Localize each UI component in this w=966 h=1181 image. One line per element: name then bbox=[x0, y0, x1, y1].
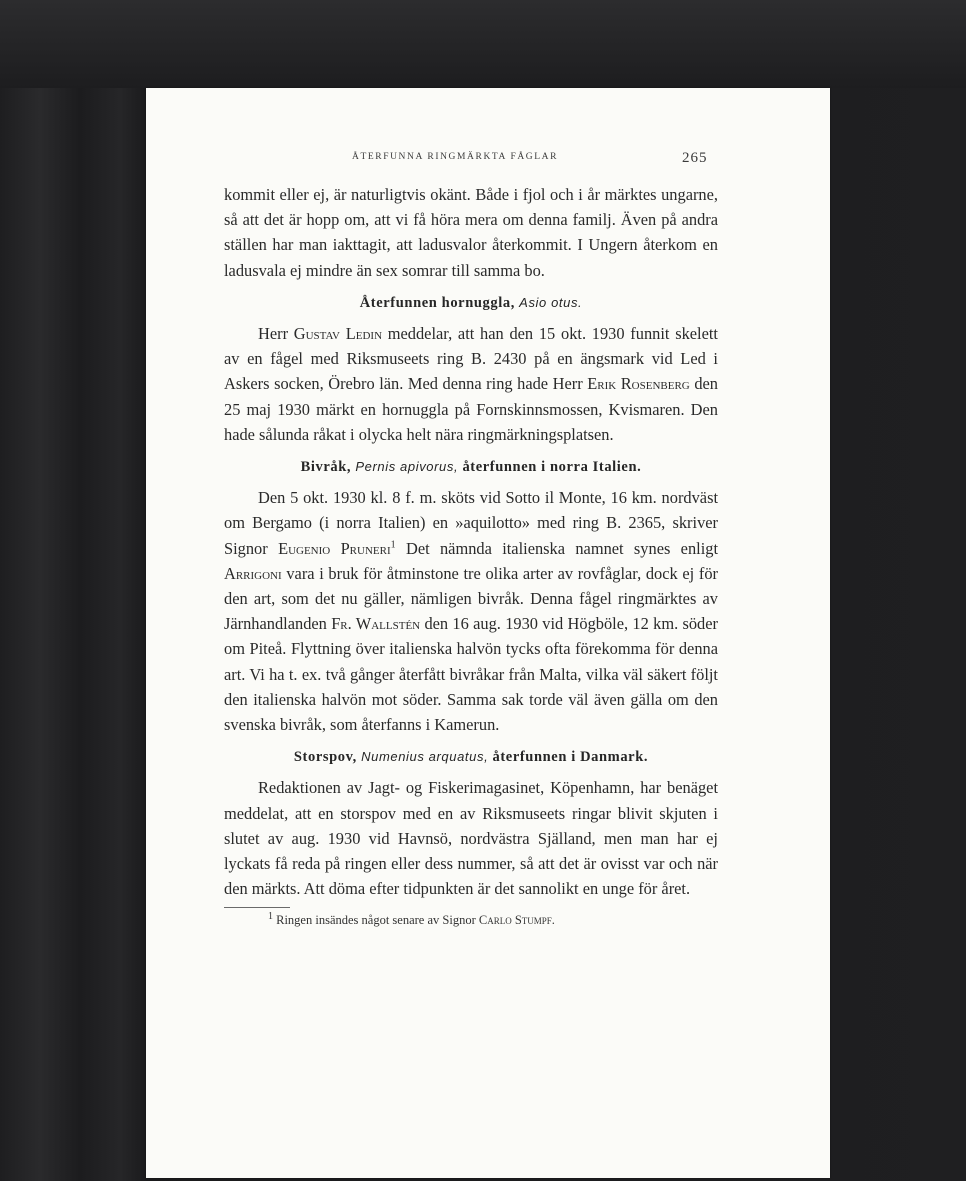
person-name: Fr. Wallstén bbox=[331, 614, 421, 634]
heading-title: återfunnen i norra Italien. bbox=[462, 459, 642, 476]
footnote bbox=[224, 912, 718, 928]
person-name: Erik Rosenberg bbox=[587, 374, 690, 394]
person-name: Arrigoni bbox=[224, 563, 282, 583]
paragraph-bivrak bbox=[224, 485, 718, 737]
heading-title: Bivråk, bbox=[300, 459, 352, 476]
body-text bbox=[224, 182, 718, 928]
text-run: meddelar, att han den 15 okt. 1930 funnit skelett av en fågel med Riksmuseets ring B. 2430 på en ängsmark vid Led i Askers socken, Örebro län. Med denna ring hade Herr bbox=[224, 324, 718, 394]
text-run: den 16 aug. 1930 vid Högböle, 12 km. söder om Piteå. Flyttning över italienska halvön tycks ofta förekomma för denna art. Vi ha t. ex. två gånger återfått bivråkar från Malta, vilka väl säkert följt den italienska halvön mot söder. Samma sak torde väl även gälla om den svenska bivråk, som återfanns i Kamerun. bbox=[224, 614, 718, 735]
footnote-divider bbox=[224, 907, 290, 908]
person-name: Eugenio Pruneri bbox=[278, 538, 391, 558]
text-run: Den 5 okt. 1930 kl. 8 f. m. sköts vid Sotto il Monte, 16 km. nordväst om Bergamo (i norra Italien) en »aquilotto» med ring B. 2365, skriver Signor bbox=[224, 488, 718, 558]
paragraph-continuation: kommit eller ej, är naturligtvis okänt. Både i fjol och i år märktes ungarne, så att det är hopp om, att vi få höra mera om denna familj. Även på andra ställen har man iakttagit, att ladusvalor återkommit. I Ungern återkom en ladusvala ej mindre än sex somrar till samma bo. bbox=[224, 185, 718, 280]
scan-background-top bbox=[0, 0, 966, 88]
footnote-reference[interactable]: 1 bbox=[390, 539, 396, 551]
text-run: Det nämnda italienska namnet synes enligt bbox=[405, 538, 719, 558]
heading-title: Återfunnen hornuggla, bbox=[359, 294, 515, 311]
person-name: Gustav Ledin bbox=[293, 324, 383, 344]
text-run: vara i bruk för åtminstone tre olika arter av rovfåglar, dock ej för den art, som det nu gäller, nämligen bivråk. Denna fågel ringmärktes av Järnhandlanden bbox=[224, 563, 718, 634]
paragraph-storspov: Redaktionen av Jagt- og Fiskerimagasinet, Köpenhamn, har benäget meddelat, att en storspov med en av Riksmuseets ringar blivit skjuten i slutet av aug. 1930 vid Havnsö, nordvästra Själland, men man har ej lyckats få reda på ringen eller dess nummer, så att det är ovisst var och när den märkts. Att döma efter tidpunkten är det sannolikt en unge för året. bbox=[224, 778, 718, 899]
footnote-mark: 1 bbox=[268, 911, 273, 923]
text-run: den 25 maj 1930 märkt en hornuggla på Fornskinnsmossen, Kvismaren. Den hade sålunda råkat i olycka helt nära ringmärkningsplatsen. bbox=[224, 374, 718, 444]
person-name: Carlo Stumpf. bbox=[478, 913, 555, 928]
footnote-text: Ringen insändes något senare av Signor bbox=[276, 913, 476, 928]
section-heading-bivrak bbox=[224, 454, 718, 480]
section-heading-storspov bbox=[224, 744, 718, 770]
running-title: ÅTERFUNNA RINGMÄRKTA FÅGLAR bbox=[352, 152, 559, 162]
heading-latin-name: Pernis apivorus, bbox=[355, 459, 459, 475]
book-page bbox=[146, 88, 830, 1178]
heading-title: återfunnen i Danmark. bbox=[492, 749, 649, 766]
heading-latin-name: Asio otus. bbox=[519, 294, 583, 310]
section-heading-hornuggla bbox=[224, 290, 718, 316]
page-number: 265 bbox=[682, 150, 708, 166]
heading-latin-name: Numenius arquatus, bbox=[361, 749, 489, 765]
paragraph-hornuggla bbox=[224, 321, 718, 447]
text-run: Herr bbox=[258, 324, 289, 344]
page-header bbox=[146, 150, 830, 170]
heading-title: Storspov, bbox=[293, 749, 357, 766]
